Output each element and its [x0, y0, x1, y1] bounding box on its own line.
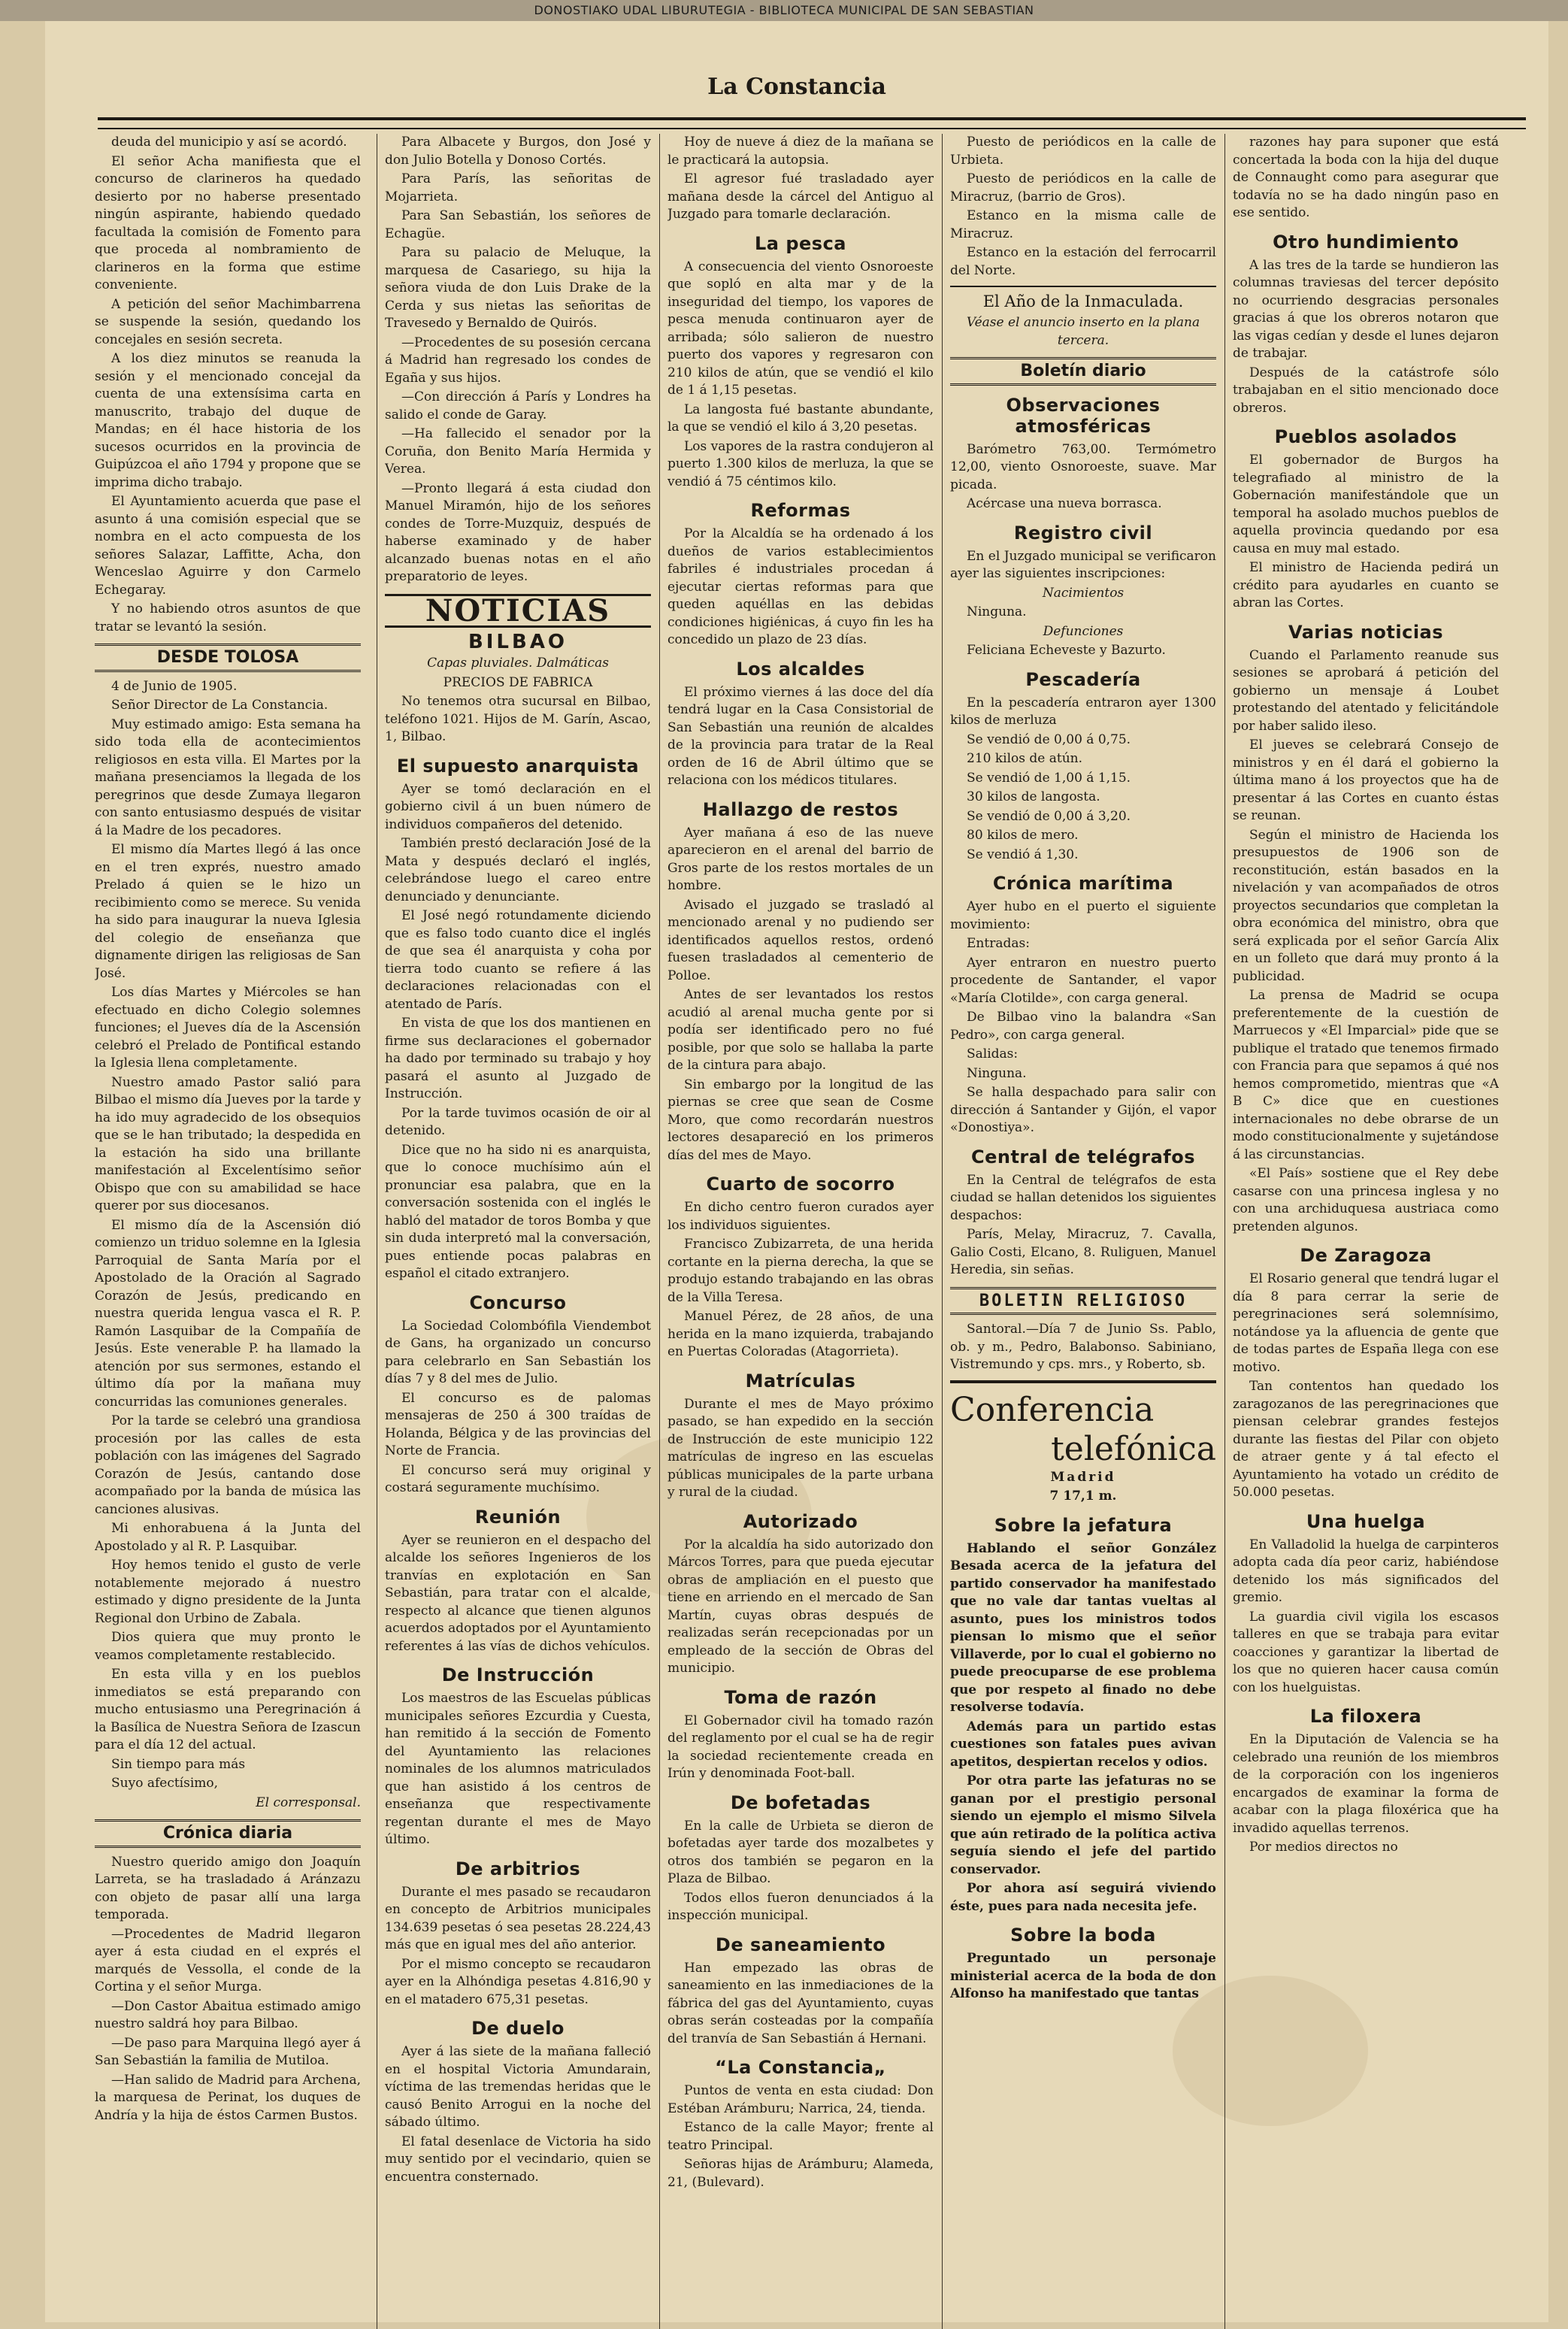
- subheading: Nacimientos: [1042, 585, 1125, 601]
- paragraph: Salidas:: [967, 1046, 1019, 1062]
- paragraph: Puesto de periódicos en la calle de Miracruz, (barrio de Gros).: [950, 171, 1216, 204]
- paragraph: Por ahora así seguirá viviendo éste, pues para nada necesita jefe.: [950, 1881, 1216, 1914]
- paragraph: Nuestro querido amigo don Joaquín Larreta, se ha trasladado á Aránzazu con objeto de pasar allí una larga temporada.: [95, 1854, 361, 1922]
- section-heading: El supuesto anarquista: [396, 755, 640, 777]
- section-heading: Pueblos asolados: [1274, 426, 1458, 447]
- paragraph: En la Central de telégrafos de esta ciudad se hallan detenidos los siguientes despachos:: [950, 1172, 1216, 1223]
- paragraph: Se vendió de 0,00 á 3,20.: [967, 808, 1131, 824]
- section-heading: De Zaragoza: [1300, 1245, 1432, 1266]
- paragraph: 30 kilos de langosta.: [967, 789, 1100, 804]
- paragraph: A consecuencia del viento Osnoroeste que sopló en alta mar y de la inseguridad del tiempo, los vapores de pesca menuda continuaron ayer de arribada; sólo salieron de nuestro puerto dos vapores y regresaron con 210 kilos de atún, que se vendió el kilo de 1 á 1,15 pesetas.: [667, 259, 934, 398]
- paragraph: Todos ellos fueron denunciados á la inspección municipal.: [667, 1890, 934, 1923]
- paragraph: Sin tiempo para más: [111, 1756, 246, 1772]
- paragraph: La prensa de Madrid se ocupa preferentemente de la cuestión de Marruecos y «El Imparcial» pide que se publique el tratado que tenemos firmado con Francia para que sepamos á qué nos hemos comprometido, mientras que «A B C» dice que en cuestiones internacionales no debe obrarse de un modo constitucionalmente y sujetándose á las circunstancias.: [1233, 988, 1499, 1162]
- paragraph: El agresor fué trasladado ayer mañana desde la cárcel del Antiguo al Juzgado para tomarle declaración.: [667, 171, 934, 222]
- paragraph: Ayer á las siete de la mañana falleció en el hospital Victoria Amundarain, víctima de las tremendas heridas que le causó Benito Arrogui en la noche del sábado último.: [385, 2044, 651, 2130]
- section-heading: Central de telégrafos: [970, 1146, 1196, 1168]
- section-heading: Concurso: [469, 1292, 567, 1313]
- subheading: Defunciones: [1043, 623, 1124, 639]
- paragraph: Por la tarde tuvimos ocasión de oir al detenido.: [385, 1105, 651, 1138]
- column-2: [385, 134, 651, 2329]
- paragraph: —Procedentes de su posesión cercana á Madrid han regresado los condes de Egaña y sus hijos.: [385, 335, 651, 386]
- paragraph: En vista de que los dos mantienen en firme sus declaraciones el gobernador ha dado por terminado su trabajo y hoy pasará el asunto al Juzgado de Instrucción.: [385, 1016, 651, 1101]
- salutation: Señor Director de La Constancia.: [111, 698, 328, 713]
- section-heading: DESDE TOLOSA: [95, 644, 361, 672]
- paragraph: A petición del señor Machimbarrena se suspende la sesión, quedando los concejales en sesión secreta.: [95, 296, 361, 347]
- section-heading: Cuarto de socorro: [706, 1174, 895, 1195]
- paragraph: Durante el mes pasado se recaudaron en concepto de Arbitrios municipales 134.639 pesetas ó sea pesetas 28.224,43 más que en igual mes del año anterior.: [385, 1884, 651, 1952]
- paragraph: —Pronto llegará á esta ciudad don Manuel Miramón, hijo de los señores condes de Torre-Muzquiz, después de haberse examinado y de haber alcanzado buenas notas en el año preparatorio de leyes.: [385, 480, 651, 584]
- masthead: La Constancia: [707, 74, 886, 100]
- paragraph: Durante el mes de Mayo próximo pasado, se han expedido en la sección de Instrucción de este municipio 122 matrículas de ingreso en las escuelas públicas municipales de la parte urbana y rural de la ciudad.: [667, 1396, 934, 1500]
- paragraph: De Bilbao vino la balandra «San Pedro», con carga general.: [950, 1010, 1216, 1043]
- section-heading: La pesca: [754, 232, 846, 254]
- paragraph: Muy estimado amigo: Esta semana ha sido toda ella de acontecimientos religiosos en esta villa. El Martes por la mañana presenciamos la llegada de los peregrinos que desde Zumaya llegaron con santo entusiasmo después de visitar á la Madre de los pecadores.: [95, 716, 361, 838]
- paragraph: Y no habiendo otros asuntos de que tratar se levantó la sesión.: [95, 601, 361, 634]
- paragraph: París, Melay, Miracruz, 7. Cavalla, Galio Costi, Elcano, 8. Ruliguen, Manuel Heredia, sin señas.: [950, 1227, 1216, 1277]
- newspaper-page: [45, 21, 1548, 2322]
- noticias-title: NOTICIAS: [385, 594, 651, 628]
- header-rule: [98, 117, 1526, 129]
- paragraph: Estanco en la misma calle de Miracruz.: [950, 208, 1216, 241]
- section-heading: Sobre la boda: [1010, 1925, 1156, 1946]
- section-heading: Matrículas: [745, 1370, 856, 1392]
- paragraph: Feliciana Echeveste y Bazurto.: [967, 643, 1166, 658]
- section-heading: Otro hundimiento: [1273, 231, 1459, 253]
- column-divider: [1224, 134, 1225, 2329]
- paragraph: Entradas:: [967, 936, 1030, 951]
- paragraph: Ayer entraron en nuestro puerto procedente de Santander, el vapor «María Clotilde», con carga general.: [950, 955, 1216, 1006]
- paragraph: En la calle de Urbieta se dieron de bofetadas ayer tarde dos mozalbetes y otros dos también se pegaron en la Plaza de Bilbao.: [667, 1818, 934, 1886]
- paragraph: Han empezado las obras de saneamiento en las inmediaciones de la fábrica del gas del Ayuntamiento, cuyas obras serán costeadas por la compañía del tranvía de San Sebastián á Hernani.: [667, 1960, 934, 2046]
- section-heading: Reunión: [474, 1506, 562, 1528]
- paragraph: También prestó declaración José de la Mata y después declaró el inglés, celebrándose luego el careo entre denunciado y denunciante.: [385, 836, 651, 904]
- paragraph: Nuestro amado Pastor salió para Bilbao el mismo día Jueves por la tarde y ha ido muy agradecido de los obsequios que se le han tributado; la despedida en la estación ha sido una brillante manifestación al Excelentísimo señor Obispo que con su amabilidad se hace querer por sus diocesanos.: [95, 1074, 361, 1213]
- paragraph: El próximo viernes á las doce del día tendrá lugar en la Casa Consistorial de San Sebastián una reunión de alcaldes de la provincia para tratar de la Real orden de 16 de Abril último que se relaciona con los médicos titulares.: [667, 684, 934, 788]
- paragraph: Para su palacio de Meluque, la marquesa de Casariego, su hija la señora viuda de don Luis Drake de la Cerda y sus nietas las señoritas de Travesedo y Bernaldo de Quirós.: [385, 245, 651, 331]
- conference-title-line2: telefónica: [1051, 1429, 1216, 1468]
- paragraph: Para Albacete y Burgos, don José y don Julio Botella y Donoso Cortés.: [385, 135, 651, 168]
- paragraph: Según el ministro de Hacienda los presupuestos de 1906 son de reconstitución, están basados en la nivelación y van acompañados de otros proyectos secundarios que completan la obra económica del ministro, obra que será explicada por el señor García Alix en un folleto que dará muy pronto á la publicidad.: [1233, 827, 1499, 984]
- section-heading: BOLETIN RELIGIOSO: [950, 1287, 1216, 1316]
- section-heading: De bofetadas: [730, 1791, 871, 1813]
- paragraph: En dicho centro fueron curados ayer los individuos siguientes.: [667, 1200, 934, 1233]
- section-heading: Varias noticias: [1288, 621, 1444, 643]
- paragraph: Dice que no ha sido ni es anarquista, que lo conoce muchísimo aún el pronunciar esa palabra, que en la conversación sostenida con el inglés le habló del matador de toros Bomba y que sin duda interpretó mal la conversación, pues entiende pocas palabras en español el citado extranjero.: [385, 1142, 651, 1281]
- paragraph: Además para un partido estas cuestiones son fatales pues avivan apetitos, despiertan recelos y odios.: [950, 1719, 1216, 1770]
- paragraph: El gobernador de Burgos ha telegrafiado al ministro de la Gobernación manifestándole que un temporal ha asolado muchos pueblos de aquella provincia quedando por esa causa en muy mal estado.: [1233, 453, 1499, 556]
- paragraph: Los vapores de la rastra condujeron al puerto 1.300 kilos de merluza, la que se vendió á 75 céntimos kilo.: [667, 438, 934, 489]
- paragraph: Ayer mañana á eso de las nueve aparecieron en el arenal del barrio de Gros parte de los restos mortales de un hombre.: [667, 825, 934, 893]
- paragraph: Antes de ser levantados los restos acudió al arenal mucha gente por si podía ser identificado pero no fué posible, por que solo se hallaba la parte de la cintura para abajo.: [667, 987, 934, 1073]
- section-heading: Registro civil: [1013, 522, 1153, 544]
- paragraph: Los días Martes y Miércoles se han efectuado en dicho Colegio solemnes funciones; el Jueves día de la Ascensión celebró el Prelado de Pontifical estando la Iglesia llena completamente.: [95, 985, 361, 1071]
- paragraph: Sin embargo por la longitud de las piernas se cree que sean de Cosme Moro, que como recordarán nuestros lectores desapareció en los primeros días del mes de Mayo.: [667, 1077, 934, 1163]
- paragraph: Se vendió de 1,00 á 1,15.: [967, 770, 1131, 786]
- paragraph: En el Juzgado municipal se verificaron ayer las siguientes inscripciones:: [950, 548, 1216, 581]
- paragraph: —Procedentes de Madrid llegaron ayer á esta ciudad en el exprés el marqués de Vessolla, el conde de la Cortina y el señor Murga.: [95, 1926, 361, 1994]
- paragraph: Mi enhorabuena á la Junta del Apostolado y al R. P. Lasquibar.: [95, 1521, 361, 1554]
- section-heading: La filoxera: [1309, 1706, 1422, 1727]
- paragraph: Ninguna.: [967, 1065, 1027, 1081]
- paragraph: «El País» sostiene que el Rey debe casarse con una princesa inglesa y no con una archiduquesa austriaca como pretenden algunos.: [1233, 1166, 1499, 1234]
- section-heading: Boletín diario: [950, 357, 1216, 386]
- paragraph: El mismo día Martes llegó á las once en el tren exprés, nuestro amado Prelado á quien se le hizo un recibimiento como se merece. Su venida ha sido para inaugurar la nueva Iglesia del colegio de enseñanza que dignamente dirigen las religiosas de San José.: [95, 842, 361, 981]
- paragraph: El Ayuntamiento acuerda que pase el asunto á una comisión especial que se nombra en el acto compuesta de los señores Salazar, Laffitte, Acha, don Wenceslao Aguirre y don Carmelo Echegaray.: [95, 494, 361, 598]
- column-divider: [659, 134, 660, 2329]
- paragraph: Dios quiera que muy pronto le veamos completamente restablecido.: [95, 1630, 361, 1663]
- signature: El corresponsal.: [256, 1794, 361, 1810]
- paragraph: Ayer se reunieron en el despacho del alcalde los señores Ingenieros de los tranvías en explotación en San Sebastián, para tratar con el alcalde, respecto al alcance que tienen algunos acuerdos adoptados por el Ayuntamiento referentes á las vías de dichos vehículos.: [385, 1532, 651, 1654]
- section-heading: Una huelga: [1306, 1510, 1426, 1532]
- ad-prices: PRECIOS DE FABRICA: [443, 674, 593, 690]
- paragraph: Por la Alcaldía se ha ordenado á los dueños de varios establecimientos fabriles é industriales procedan á ejecutar ciertas reformas para que queden aquéllas en las debidas condiciones higiénicas, á cuyo fin les ha concedido un plazo de 23 días.: [667, 526, 934, 647]
- paragraph: 80 kilos de mero.: [967, 828, 1079, 843]
- paragraph: El jueves se celebrará Consejo de ministros y en él dará el gobierno la última mano á los proyectos que ha de presentar á las Cortes en cuanto éstas se reunan.: [1233, 737, 1499, 823]
- section-heading: De duelo: [471, 2018, 565, 2039]
- section-heading: Pescadería: [1025, 668, 1141, 690]
- paragraph: A los diez minutos se reanuda la sesión y el mencionado concejal da cuenta de una extensísima carta en manuscrito, trabajo del duque de Mandas; en él hace historia de los sucesos ocurridos en la provincia de Guipúzcoa el año 1794 y propone que se imprima dicho trabajo.: [95, 351, 361, 490]
- conference-title-line1: Conferencia: [950, 1390, 1155, 1429]
- paragraph: Véase el anuncio inserto en la plana tercera.: [966, 315, 1200, 348]
- paragraph: —De paso para Marquina llegó ayer á San Sebastián la familia de Mutiloa.: [95, 2035, 361, 2068]
- section-heading: “La Constancia„: [715, 2057, 886, 2078]
- paragraph: La Sociedad Colombófila Viendembot de Gans, ha organizado un concurso para celebrarlo en San Sebastián los días 7 y 8 del mes de Julio.: [385, 1318, 651, 1386]
- paragraph: Se vendió á 1,30.: [967, 846, 1079, 862]
- timestamp: 7 17,1 m.: [1049, 1489, 1117, 1504]
- section-heading: Toma de razón: [724, 1686, 877, 1708]
- paragraph: —Han salido de Madrid para Archena, la marquesa de Perinat, los duques de Andría y la hija de éstos Carmen Bustos.: [95, 2072, 361, 2123]
- paragraph: Acércase una nueva borrasca.: [967, 496, 1162, 511]
- paragraph: Francisco Zubizarreta, de una herida cortante en la pierna derecha, la que se produjo estando trabajando en las obras de la Villa Teresa.: [667, 1237, 934, 1305]
- ad-heading: BILBAO: [468, 631, 568, 653]
- column-divider: [942, 134, 943, 2329]
- paragraph: Después de la catástrofe sólo trabajaban en el sitio mencionado doce obreros.: [1233, 365, 1499, 416]
- paragraph: Hoy de nueve á diez de la mañana se le practicará la autopsia.: [667, 135, 934, 168]
- paragraph: El ministro de Hacienda pedirá un crédito para ayudarles en cuanto se abran las Cortes.: [1233, 560, 1499, 610]
- paragraph: Se halla despachado para salir con dirección á Santander y Gijón, el vapor «Donostiya».: [950, 1085, 1216, 1135]
- paragraph: Los maestros de las Escuelas públicas municipales señores Ezcurdia y Cuesta, han remitido á la sección de Fomento del Ayuntamiento las relaciones nominales de los alumnos matriculados que han asistido á los centros de enseñanza que respectivamente regentan durante el mes de Mayo último.: [385, 1691, 651, 1847]
- paragraph: Ayer hubo en el puerto el siguiente movimiento:: [950, 899, 1216, 932]
- paragraph: La langosta fué bastante abundante, la que se vendió el kilo á 3,20 pesetas.: [667, 401, 934, 435]
- paragraph: Puesto de periódicos en la calle de Urbieta.: [950, 135, 1216, 168]
- paragraph: El mismo día de la Ascensión dió comienzo un triduo solemne en la Iglesia Parroquial de Santa María por el Apostolado de la Oración al Sagrado Corazón de Jesús, predicando en nuestra querida lengua vasca el R. P. Ramón Lasquibar de la Compañía de Jesús. Este venerable P. ha llamado la atención por sus sermones, estando el último día por la mañana muy concurridas las comuniones generales.: [95, 1217, 361, 1410]
- paragraph: En Valladolid la huelga de carpinteros adopta cada día peor cariz, habiéndose detenido los más significados del gremio.: [1233, 1537, 1499, 1605]
- section-heading: El Año de la Inmaculada.: [982, 292, 1184, 310]
- paragraph: En la Diputación de Valencia se ha celebrado una reunión de los miembros de la corporación con los ingenieros encargados de examinar la forma de acabar con la plaga filoxérica que ha invadido aquellas terrenos.: [1233, 1732, 1499, 1836]
- column-5: [1233, 134, 1499, 2329]
- section-heading: Hallazgo de restos: [702, 798, 899, 820]
- paragraph: Para París, las señoritas de Mojarrieta.: [385, 171, 651, 204]
- paragraph: Santoral.—Día 7 de Junio Ss. Pablo, ob. y m., Pedro, Balabonso. Sabiniano, Vistremundo y cps. mrs., y Roberto, sb.: [950, 1322, 1216, 1372]
- paragraph: Barómetro 763,00. Termómetro 12,00, viento Osnoroeste, suave. Mar picada.: [950, 441, 1216, 492]
- paragraph: Ninguna.: [967, 604, 1027, 619]
- paragraph: Manuel Pérez, de 28 años, de una herida en la mano izquierda, trabajando en Puertas Coloradas (Atagorrieta).: [667, 1309, 934, 1359]
- dateline: 4 de Junio de 1905.: [111, 678, 238, 694]
- paragraph: Señoras hijas de Arámburu; Alameda, 21, (Bulevard).: [667, 2157, 934, 2190]
- paragraph: El concurso es de palomas mensajeras de 250 á 300 traídas de Holanda, Bélgica y de las provincias del Norte de Francia.: [385, 1390, 651, 1458]
- paragraph: A las tres de la tarde se hundieron las columnas traviesas del tercer depósito no ocurriendo desgracias personales gracias á que los obreros notaron que las vigas cedían y desde el lunes dejaron de trabajar.: [1233, 257, 1499, 361]
- paragraph: Para San Sebastián, los señores de Echagüe.: [385, 208, 651, 241]
- paragraph: Por medios directos no: [1249, 1840, 1398, 1855]
- paragraph: Suyo afectísimo,: [111, 1776, 219, 1791]
- paragraph: Por la tarde se celebró una grandiosa procesión por las calles de esta población con las imágenes del Sagrado Corazón de Jesús, cantando dose acompañado por la banda de música las canciones alusivas.: [95, 1413, 361, 1517]
- section-heading: Crónica marítima: [992, 873, 1174, 894]
- paragraph: El concurso será muy original y costará seguramente muchísimo.: [385, 1462, 651, 1495]
- section-heading: De saneamiento: [715, 1934, 886, 1955]
- paragraph: Avisado el juzgado se trasladó al mencionado arenal y no pudiendo ser identificados aquellos restos, ordenó fuesen trasladados al cementerio de Polloe.: [667, 897, 934, 983]
- paragraph: No tenemos otra sucursal en Bilbao, teléfono 1021. Hijos de M. Garín, Ascao, 1, Bilbao.: [385, 694, 651, 744]
- paragraph: Puntos de venta en esta ciudad: Don Estéban Arámburu; Narrica, 24, tienda.: [667, 2083, 934, 2116]
- paragraph: Cuando el Parlamento reanude sus sesiones se aprobará á petición del gobierno un mensaje á Loubet protestando del atentado y felicitándole por haber salido ileso.: [1233, 647, 1499, 734]
- paragraph: —Ha fallecido el senador por la Coruña, don Benito María Hermida y Verea.: [385, 426, 651, 477]
- paragraph: El José negó rotundamente diciendo que es falso todo cuanto dice el inglés de que sea él anarquista y coha por tierra todo cuanto se refiere á las declaraciones relacionadas con el atentado de París.: [385, 908, 651, 1012]
- paragraph: deuda del municipio y así se acordó.: [111, 135, 347, 150]
- section-heading: Sobre la jefatura: [994, 1514, 1173, 1536]
- column-1: [95, 134, 361, 2329]
- section-heading: Crónica diaria: [95, 1819, 361, 1848]
- paragraph: Estanco de la calle Mayor; frente al teatro Principal.: [667, 2120, 934, 2153]
- paragraph: El Gobernador civil ha tomado razón del reglamento por el cual se ha de regir la sociedad recientemente creada en Irún y denominada Foot-ball.: [667, 1713, 934, 1781]
- paragraph: —Con dirección á París y Londres ha salido el conde de Garay.: [385, 389, 651, 422]
- paragraph: razones hay para suponer que está concertada la boda con la hija del duque de Connaught como para asegurar que todavía no se ha dado ningún paso en ese sentido.: [1233, 135, 1499, 220]
- archive-label: DONOSTIAKO UDAL LIBURUTEGIA - BIBLIOTECA MUNICIPAL DE SAN SEBASTIAN: [534, 3, 1034, 17]
- paragraph: Estanco en la estación del ferrocarril del Norte.: [950, 245, 1216, 278]
- paragraph: Ayer se tomó declaración en el gobierno civil á un buen número de individuos compañeros del detenido.: [385, 781, 651, 832]
- paragraph: El señor Acha manifiesta que el concurso de clarineros ha quedado desierto por no haberse presentado ningún aspirante, habiendo quedado facultada la comisión de Fomento para que proceda al nombramiento de clarineros en la forma que estime conveniente.: [95, 153, 361, 292]
- paragraph: En la pescadería entraron ayer 1300 kilos de merluza: [950, 695, 1216, 728]
- paragraph: Tan contentos han quedado los zaragozanos de las peregrinaciones que piensan celebrar grandes festejos durante las fiestas del Pilar con objeto de atraer gente y á tal efecto el Ayuntamiento ha votado un crédito de 50.000 pesetas.: [1233, 1379, 1499, 1500]
- paragraph: El Rosario general que tendrá lugar el día 8 para cerrar la serie de peregrinaciones será solemnísimo, notándose ya la afluencia de gente que de todas partes de España llega con ese motivo.: [1233, 1271, 1499, 1375]
- paragraph: Por el mismo concepto se recaudaron ayer en la Alhóndiga pesetas 4.816,90 y en el matadero 675,31 pesetas.: [385, 1956, 651, 2007]
- paragraph: Se vendió de 0,00 á 0,75.: [967, 731, 1131, 747]
- dateline: Madrid: [1050, 1469, 1116, 1485]
- section-heading: Observaciones atmosféricas: [1006, 394, 1161, 437]
- paragraph: El fatal desenlace de Victoria ha sido muy sentido por el vecindario, quien se encuentra consternado.: [385, 2134, 651, 2185]
- paragraph: Por la alcaldía ha sido autorizado don Márcos Torres, para que pueda ejecutar obras de ampliación en el puesto que tiene en arriendo en el mercado de San Martín, cuyas obras después de realizadas serán recepcionadas por un empleado de la sección de Obras del municipio.: [667, 1537, 934, 1676]
- paragraph: Hoy hemos tenido el gusto de verle notablemente mejorado á nuestro estimado y digno presidente de la Junta Regional don Urbino de Zabala.: [95, 1558, 361, 1626]
- paragraph: La guardia civil vigila los escasos talleres en que se trabaja para evitar coacciones y garantizar la libertad de los que no quieren hacer causa común con los huelguistas.: [1233, 1609, 1499, 1695]
- paragraph: Hablando el señor González Besada acerca de la jefatura del partido conservador ha manifestado que no vale dar tantas vueltas al asunto, pues los ministros todos piensan lo mismo que el señor Villaverde, por lo cual el gobierno no puede preocuparse de ese problema que por respeto al finado no debe resolverse todavía.: [950, 1540, 1216, 1715]
- paragraph: Preguntado un personaje ministerial acerca de la boda de don Alfonso ha manifestado que tantas: [950, 1951, 1216, 2001]
- section-heading: De arbitrios: [455, 1858, 581, 1879]
- section-heading: Autorizado: [743, 1510, 858, 1532]
- column-4: [950, 134, 1216, 2329]
- paragraph: —Don Castor Abaitua estimado amigo nuestro saldrá hoy para Bilbao.: [95, 1998, 361, 2031]
- paragraph: Por otra parte las jefaturas no se ganan por el prestigio personal siendo un ejemplo el mismo Silvela que aún retirado de la política activa seguía siendo el jefe del partido conservador.: [950, 1773, 1216, 1877]
- ad-subtitle: Capas pluviales. Dalmáticas: [427, 656, 609, 671]
- column-3: [667, 134, 934, 2329]
- section-heading: Reformas: [750, 500, 851, 521]
- paragraph: En esta villa y en los pueblos inmediatos se está preparando con mucho entusiasmo una Peregrinación á la Basílica de Nuestra Señora de Izascun para el día 12 del actual.: [95, 1667, 361, 1752]
- section-heading: Los alcaldes: [736, 658, 865, 680]
- paragraph: 210 kilos de atún.: [967, 751, 1083, 766]
- section-heading: De Instrucción: [441, 1664, 595, 1685]
